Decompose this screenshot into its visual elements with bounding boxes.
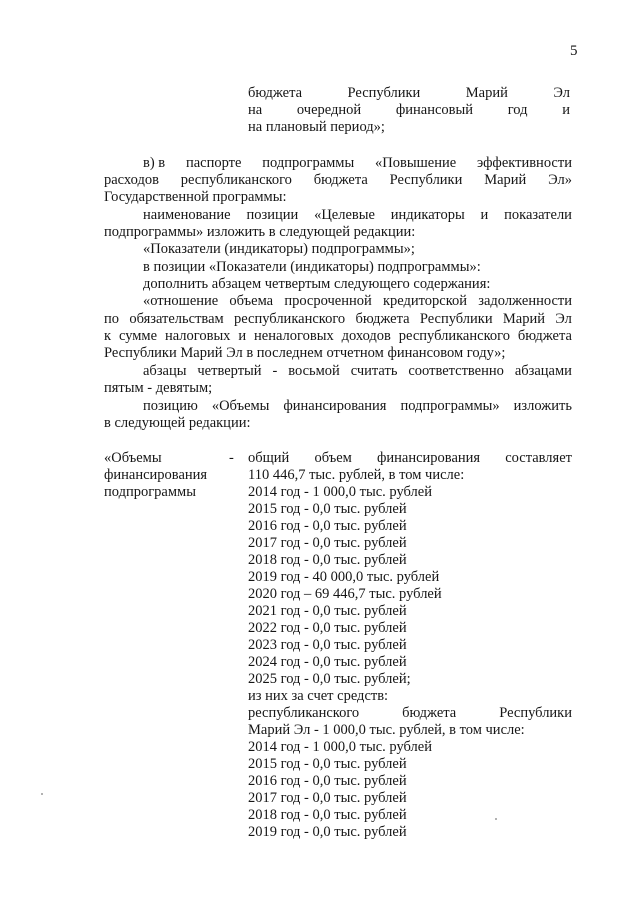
word: год (507, 102, 528, 118)
word: и (562, 102, 570, 118)
word: подпрограммы» (400, 398, 500, 414)
word: Марий (484, 172, 527, 188)
year-row: 2017 год - 0,0 тыс. рублей (248, 535, 407, 551)
word: позиции (246, 207, 299, 223)
year-row: 2019 год - 0,0 тыс. рублей (248, 824, 407, 840)
word: Республики (347, 85, 421, 101)
word: показатели (504, 207, 572, 223)
scan-speck (495, 818, 497, 820)
in-position-paragraph: в позиции «Показатели (индикаторы) подпрограммы»: (143, 259, 481, 275)
scan-speck (41, 793, 43, 795)
year-row: 2014 год - 1 000,0 тыс. рублей (248, 484, 432, 500)
word: бюджета (517, 328, 572, 344)
word: - (272, 363, 278, 379)
word: кредиторской (382, 293, 468, 309)
word: задолженности (478, 293, 572, 309)
word: индикаторы (390, 207, 465, 223)
word: соответственно (408, 363, 504, 379)
year-row: 2016 год - 0,0 тыс. рублей (248, 773, 407, 789)
rb-line-2: Марий Эл - 1 000,0 тыс. рублей, в том числе: (248, 722, 525, 738)
sec-v-line-2 (104, 172, 572, 189)
word: Республики (499, 705, 572, 721)
word: просроченной (284, 293, 372, 309)
word: Марий (502, 311, 545, 327)
year-row: 2014 год - 1 000,0 тыс. рублей (248, 739, 432, 755)
word: Марий (465, 85, 508, 101)
table-dash: - (229, 450, 234, 466)
word: бюджета (313, 172, 368, 188)
word: четвертый (197, 363, 262, 379)
word: объем (314, 450, 352, 466)
otn-line-1 (143, 293, 572, 310)
poz-line-1 (143, 398, 572, 415)
word: Эл (555, 311, 572, 327)
word: «Повышение (375, 155, 457, 171)
word: составляет (505, 450, 572, 466)
word: паспорте (185, 155, 242, 171)
word: подпрограммы (262, 155, 355, 171)
word: бюджета (402, 705, 457, 721)
year-row: 2018 год - 0,0 тыс. рублей (248, 807, 407, 823)
year-row: 2024 год - 0,0 тыс. рублей (248, 654, 407, 670)
word: восьмой (288, 363, 340, 379)
cont-line-1 (248, 85, 570, 102)
year-row: 2023 год - 0,0 тыс. рублей (248, 637, 407, 653)
table-left-line: «Объемы (104, 450, 162, 466)
abz-line-1 (143, 363, 572, 380)
table-left-line: финансирования (104, 467, 208, 483)
word: абзацы (143, 363, 187, 379)
word: бюджета (355, 311, 410, 327)
sec-v-line-1 (143, 155, 572, 172)
word: в) в (143, 155, 166, 171)
year-row: 2017 год - 0,0 тыс. рублей (248, 790, 407, 806)
word: очередной (296, 102, 362, 118)
word: республиканского (248, 705, 360, 721)
cont-line-3: на плановый период»; (248, 119, 385, 135)
word: позицию (143, 398, 198, 414)
word: считать (350, 363, 398, 379)
table-head-line-2: 110 446,7 тыс. рублей, в том числе: (248, 467, 465, 483)
naim-line-1 (143, 207, 572, 224)
word: финансирования (376, 450, 481, 466)
word: республиканского (180, 172, 292, 188)
indicators-paragraph: «Показатели (индикаторы) подпрограммы»; (143, 241, 415, 257)
word: финансирования (283, 398, 387, 414)
otn-line-4: Республики Марий Эл в последнем отчетном финансовом году»; (104, 345, 506, 361)
cont-line-2 (248, 102, 570, 119)
word: изложить (513, 398, 572, 414)
year-row: 2018 год - 0,0 тыс. рублей (248, 552, 407, 568)
otn-line-3 (104, 328, 572, 345)
sec-v-line-3: Государственной программы: (104, 189, 287, 205)
year-row: 2020 год – 69 446,7 тыс. рублей (248, 586, 442, 602)
year-row: 2016 год - 0,0 тыс. рублей (248, 518, 407, 534)
poz-line-2: в следующей редакции: (104, 415, 251, 431)
word: и (480, 207, 489, 223)
year-row: 2015 год - 0,0 тыс. рублей (248, 501, 407, 517)
years-total-list (248, 484, 572, 841)
word: по (104, 311, 120, 327)
word: налоговых (164, 328, 231, 344)
year-row: 2022 год - 0,0 тыс. рублей (248, 620, 407, 636)
word: объема (229, 293, 274, 309)
word: Республики (419, 311, 493, 327)
table-left-line: подпрограммы (104, 484, 196, 500)
word: Республики (389, 172, 463, 188)
word: бюджета (248, 85, 303, 101)
table-head-line-1 (248, 450, 572, 467)
word: Эл (553, 85, 570, 101)
word: Эл» (548, 172, 572, 188)
word: финансовый (395, 102, 474, 118)
word: неналоговых (254, 328, 334, 344)
word: абзацами (514, 363, 572, 379)
rb-line-1 (248, 705, 572, 722)
word: доходов (341, 328, 391, 344)
year-row: 2019 год - 40 000,0 тыс. рублей (248, 569, 440, 585)
word: на (248, 102, 263, 118)
word: «Объемы (211, 398, 270, 414)
word: наименование (143, 207, 231, 223)
add-paragraph: дополнить абзацем четвертым следующего содержания: (143, 276, 491, 292)
from-line: из них за счет средств: (248, 688, 389, 704)
word: эффективности (476, 155, 572, 171)
year-row: 2015 год - 0,0 тыс. рублей (248, 756, 407, 772)
word: сумме (118, 328, 158, 344)
year-row: 2021 год - 0,0 тыс. рублей (248, 603, 407, 619)
year-row: 2025 год - 0,0 тыс. рублей; (248, 671, 411, 687)
word: к (104, 328, 112, 344)
word: республиканского (234, 311, 346, 327)
word: «отношение (143, 293, 219, 309)
otn-line-2 (104, 311, 572, 328)
word: расходов (104, 172, 159, 188)
word: республиканского (398, 328, 510, 344)
word: «Целевые (314, 207, 375, 223)
page-number: 5 (570, 43, 578, 59)
word: общий (248, 450, 290, 466)
word: и (238, 328, 247, 344)
abz-line-2: пятым - девятым; (104, 380, 213, 396)
naim-line-2: подпрограммы» изложить в следующей редакции: (104, 224, 416, 240)
word: обязательствам (129, 311, 224, 327)
